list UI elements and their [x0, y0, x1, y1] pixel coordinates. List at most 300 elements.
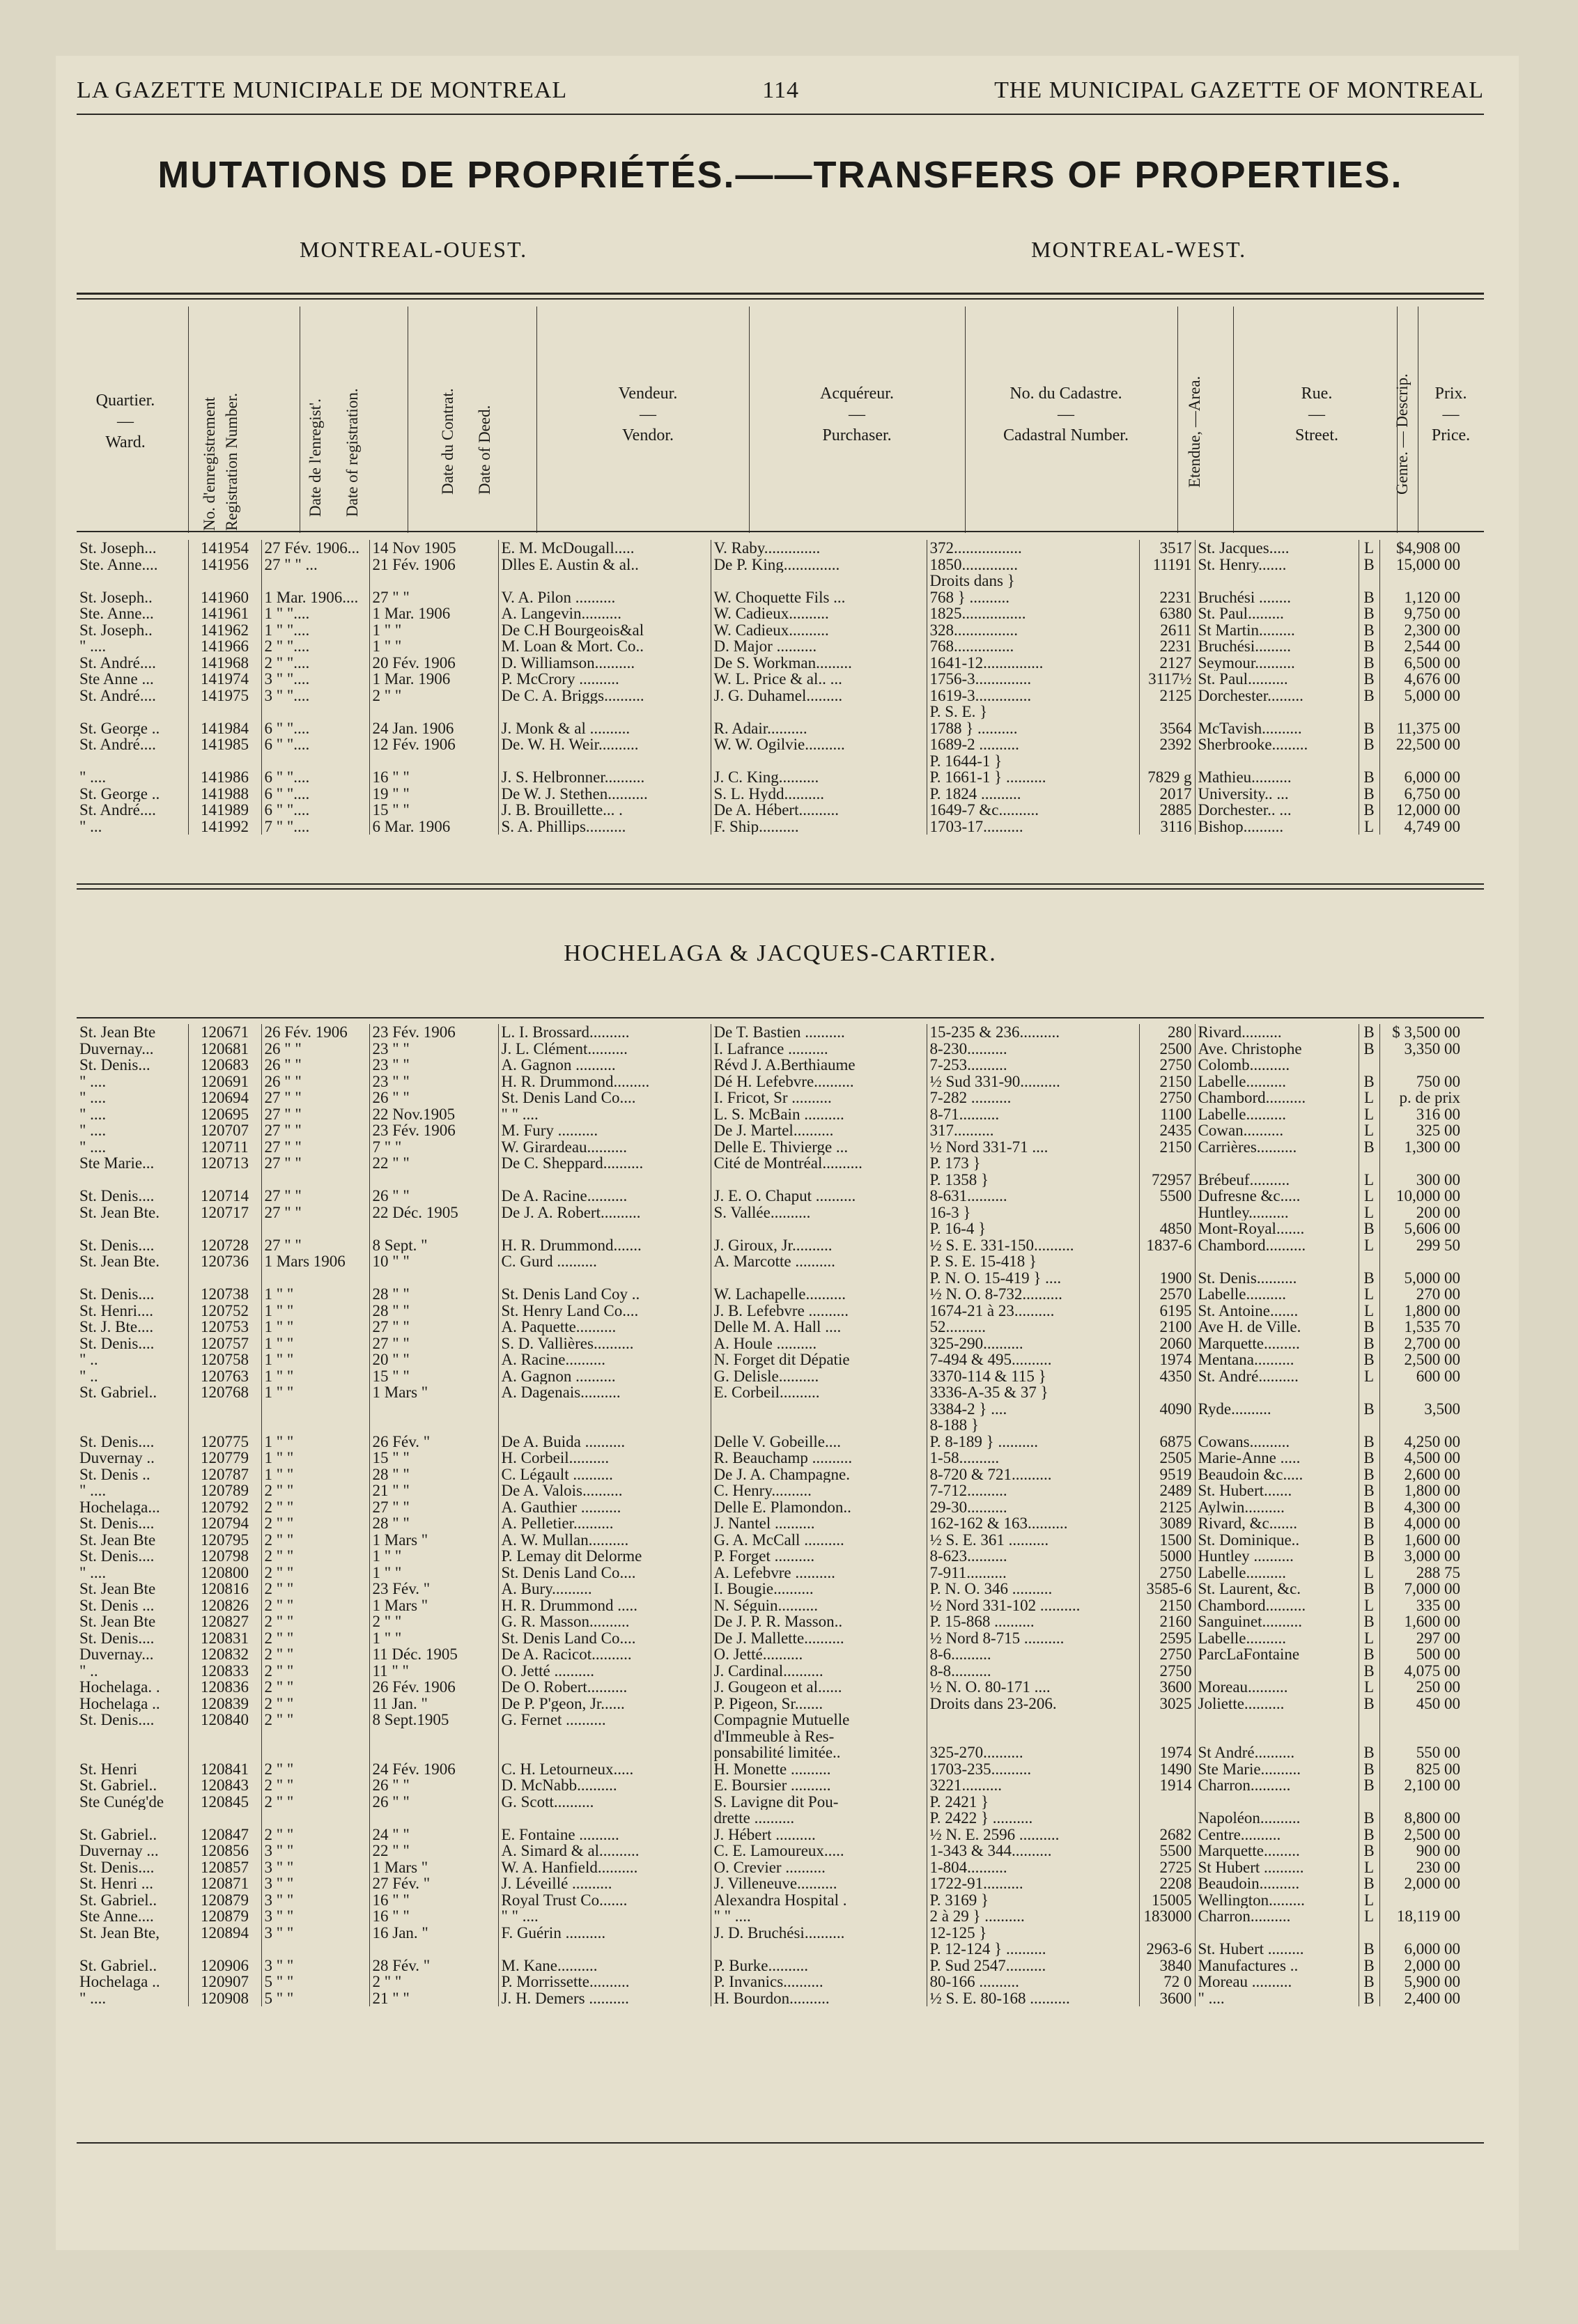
cell-cadastre: 1703-17.......... — [927, 819, 1139, 835]
cell-purchaser: Delle E. Thivierge ... — [711, 1139, 927, 1156]
table-row — [77, 688, 1463, 704]
cell-price — [1379, 1253, 1463, 1270]
cell-reg-no: 141992 — [188, 819, 261, 835]
table-row — [77, 1630, 1463, 1647]
cell-street: St. Paul......... — [1195, 605, 1359, 622]
cell-cadastre: ½ Nord 8-715 .......... — [927, 1630, 1139, 1647]
cell-street — [1195, 1663, 1359, 1680]
cell-reg-no: 120768 — [188, 1384, 261, 1401]
cell-contract-date — [369, 1221, 498, 1237]
cell-reg-no: 120794 — [188, 1515, 261, 1532]
cell-contract-date: 16 " " — [369, 1908, 498, 1925]
cell-price: 2,500 00 — [1379, 1827, 1463, 1843]
cell-price: 230 00 — [1379, 1859, 1463, 1876]
cell-genre: L — [1359, 1204, 1379, 1221]
cell-purchaser: De S. Workman......... — [711, 655, 927, 672]
table-row — [77, 655, 1463, 672]
cell-price: 4,500 00 — [1379, 1450, 1463, 1466]
cell-purchaser: J. Nantel .......... — [711, 1515, 927, 1532]
cell-vendor: " " .... — [498, 1106, 711, 1123]
cell-street: St. Henry....... — [1195, 557, 1359, 573]
cell-vendor: H. R. Drummond....... — [498, 1237, 711, 1254]
cell-cadastre: 8-71.......... — [927, 1106, 1139, 1123]
cell-cadastre: 8-188 } — [927, 1417, 1139, 1434]
cell-street: Brébeuf.......... — [1195, 1172, 1359, 1188]
cell-cadastre: 325-290.......... — [927, 1335, 1139, 1352]
cell-street — [1195, 573, 1359, 589]
cell-area: 7829 g — [1139, 769, 1195, 786]
cell-ward: " ... — [79, 818, 102, 835]
cell-reg-no: 120907 — [188, 1974, 261, 1990]
cell-contract-date: 28 " " — [369, 1286, 498, 1303]
cell-price: 4,300 00 — [1379, 1499, 1463, 1516]
cell-reg-no: 120763 — [188, 1368, 261, 1385]
cell-area: 2500 — [1139, 1041, 1195, 1058]
cell-ward: St. Jean Bte. — [79, 1204, 160, 1221]
table-row — [77, 1974, 1463, 1990]
cell-purchaser: " " .... — [711, 1908, 927, 1925]
cell-vendor: O. Jetté .......... — [498, 1663, 711, 1680]
cell-genre — [1359, 704, 1379, 720]
cell-street: Centre.......... — [1195, 1827, 1359, 1843]
cell-area: 72 0 — [1139, 1974, 1195, 1990]
cell-reg-no: 120816 — [188, 1581, 261, 1597]
cell-price: 2,500 00 — [1379, 1351, 1463, 1368]
cell-genre: B — [1359, 638, 1379, 655]
cell-reg-date: 27 " " — [261, 1139, 369, 1156]
cell-cadastre: P. 1824 .......... — [927, 786, 1139, 803]
cell-purchaser: ponsabilité limitée.. — [711, 1744, 927, 1761]
cell-reg-no: 120908 — [188, 1990, 261, 2007]
cell-reg-date: 2 " ".... — [261, 655, 369, 672]
cell-reg-date: 27 " " — [261, 1188, 369, 1204]
cell-ward: St. Gabriel.. — [79, 1777, 157, 1794]
cell-contract-date: 22 Déc. 1905 — [369, 1204, 498, 1221]
cell-cadastre: 7-494 & 495.......... — [927, 1351, 1139, 1368]
cell-reg-date: 26 " " — [261, 1057, 369, 1074]
cell-genre: B — [1359, 1646, 1379, 1663]
cell-vendor: J. Léveillé .......... — [498, 1875, 711, 1892]
cell-ward: St. Jean Bte — [79, 1581, 156, 1597]
cell-reg-no: 120841 — [188, 1761, 261, 1778]
header-ward: Quartier. — Ward. — [95, 392, 155, 451]
cell-reg-no: 120879 — [188, 1892, 261, 1909]
cell-vendor: St. Denis Land Co.... — [498, 1565, 711, 1581]
cell-genre: B — [1359, 671, 1379, 688]
cell-cadastre: 2 à 29 } .......... — [927, 1908, 1139, 1925]
cell-ward: St. Denis.... — [79, 1286, 155, 1303]
cell-cadastre: ½ S. E. 80-168 .......... — [927, 1990, 1139, 2007]
cell-street: Colomb.......... — [1195, 1057, 1359, 1074]
cell-vendor: De A. Buida .......... — [498, 1434, 711, 1450]
cell-ward — [77, 1810, 188, 1827]
cell-ward: Ste Cunég'de — [79, 1793, 164, 1810]
cell-reg-no — [188, 1728, 261, 1745]
cell-ward: " .... — [79, 1073, 107, 1090]
table-row — [77, 1925, 1463, 1942]
cell-price: 2,400 00 — [1379, 1990, 1463, 2007]
cell-cadastre: 8-623.......... — [927, 1548, 1139, 1565]
cell-cadastre: 15-235 & 236.......... — [927, 1024, 1139, 1041]
cell-purchaser: J. E. O. Chaput .......... — [711, 1188, 927, 1204]
table-row — [77, 1090, 1463, 1106]
cell-price: 10,000 00 — [1379, 1188, 1463, 1204]
cell-reg-date: 1 Mar. 1906.... — [261, 589, 369, 606]
cell-cadastre: P. N. O. 346 .......... — [927, 1581, 1139, 1597]
cell-purchaser: A. Houle .......... — [711, 1335, 927, 1352]
cell-area — [1139, 704, 1195, 720]
cell-price: 299 50 — [1379, 1237, 1463, 1254]
cell-ward — [77, 1401, 188, 1418]
cell-cadastre: P. 173 } — [927, 1155, 1139, 1172]
cell-purchaser: d'Immeuble à Res- — [711, 1728, 927, 1745]
cell-vendor: De A. Valois.......... — [498, 1482, 711, 1499]
cell-genre — [1359, 573, 1379, 589]
cell-cadastre: 8-6.......... — [927, 1646, 1139, 1663]
cell-reg-no: 141988 — [188, 786, 261, 803]
cell-reg-date: 1 " ".... — [261, 605, 369, 622]
cell-area: 3600 — [1139, 1679, 1195, 1696]
cell-street: Labelle.......... — [1195, 1565, 1359, 1581]
cell-street: Rivard, &c....... — [1195, 1515, 1359, 1532]
cell-vendor: L. I. Brossard.......... — [498, 1024, 711, 1041]
cell-genre: B — [1359, 1696, 1379, 1712]
cell-ward: St. Joseph... — [79, 540, 157, 557]
cell-reg-no: 120826 — [188, 1597, 261, 1614]
cell-contract-date: 2 " " — [369, 1974, 498, 1990]
cell-contract-date: 1 " " — [369, 1565, 498, 1581]
cell-reg-date: 2 " " — [261, 1548, 369, 1565]
cell-area: 280 — [1139, 1024, 1195, 1041]
cell-genre: B — [1359, 1843, 1379, 1859]
cell-purchaser: S. Lavigne dit Pou- — [711, 1794, 927, 1811]
cell-vendor: A. Dagenais.......... — [498, 1384, 711, 1401]
cell-purchaser: Compagnie Mutuelle — [711, 1712, 927, 1728]
table-row — [77, 1253, 1463, 1270]
cell-price: 550 00 — [1379, 1744, 1463, 1761]
cell-reg-no — [188, 1270, 261, 1287]
cell-reg-date — [261, 1172, 369, 1188]
cell-reg-date: 6 " ".... — [261, 802, 369, 819]
cell-purchaser: S. L. Hydd.......... — [711, 786, 927, 803]
cell-genre: B — [1359, 1450, 1379, 1466]
table-row — [77, 769, 1463, 786]
table-row — [77, 1532, 1463, 1549]
cell-purchaser — [711, 1417, 927, 1434]
cell-ward: " .... — [79, 1138, 107, 1155]
cell-reg-no: 141984 — [188, 720, 261, 737]
cell-purchaser: G. A. McCall .......... — [711, 1532, 927, 1549]
cell-ward: St. Joseph.. — [79, 621, 153, 638]
cell-contract-date: 23 " " — [369, 1074, 498, 1090]
cell-purchaser: J. Cardinal.......... — [711, 1663, 927, 1680]
cell-street: St. Hubert ......... — [1195, 1941, 1359, 1958]
cell-area: 2392 — [1139, 736, 1195, 753]
header-reg-date: Date de l'enregist'. — [307, 398, 324, 517]
cell-purchaser: A. Lefebvre .......... — [711, 1565, 927, 1581]
cell-reg-no: 120753 — [188, 1319, 261, 1335]
table-row — [77, 1794, 1463, 1811]
cell-street: Seymour.......... — [1195, 655, 1359, 672]
cell-area: 3564 — [1139, 720, 1195, 737]
cell-street: Cowan.......... — [1195, 1122, 1359, 1139]
cell-purchaser: N. Séguin.......... — [711, 1597, 927, 1614]
cell-reg-date — [261, 753, 369, 770]
cell-ward: St. André.... — [79, 736, 156, 753]
cell-street: Napoléon.......... — [1195, 1810, 1359, 1827]
cell-reg-no: 120736 — [188, 1253, 261, 1270]
cell-street: St. Dominique.. — [1195, 1532, 1359, 1549]
cell-reg-no: 120856 — [188, 1843, 261, 1859]
cell-vendor: P. McCrory .......... — [498, 671, 711, 688]
table-row — [77, 1663, 1463, 1680]
cell-vendor: G. Scott.......... — [498, 1794, 711, 1811]
cell-genre: B — [1359, 1466, 1379, 1483]
cell-purchaser: H. Monette .......... — [711, 1761, 927, 1778]
cell-genre: L — [1359, 1286, 1379, 1303]
cell-reg-date: 27 " " — [261, 1155, 369, 1172]
cell-area: 2963-6 — [1139, 1941, 1195, 1958]
cell-price: 6,750 00 — [1379, 786, 1463, 803]
cell-vendor: C. Gurd .......... — [498, 1253, 711, 1270]
cell-reg-no — [188, 1221, 261, 1237]
cell-price: 5,900 00 — [1379, 1974, 1463, 1990]
cell-genre: B — [1359, 1958, 1379, 1974]
cell-contract-date: 1 Mar. 1906 — [369, 671, 498, 688]
header-reg-no: No. d'enregistrement — [201, 397, 218, 531]
cell-street: Mont-Royal....... — [1195, 1221, 1359, 1237]
cell-ward: St. Gabriel.. — [79, 1826, 157, 1843]
cell-vendor: De W. J. Stethen.......... — [498, 786, 711, 803]
cell-purchaser — [711, 753, 927, 770]
cell-reg-no: 120738 — [188, 1286, 261, 1303]
cell-price: 2,544 00 — [1379, 638, 1463, 655]
cell-cadastre: 325-270.......... — [927, 1744, 1139, 1761]
cell-price — [1379, 573, 1463, 589]
cell-genre: B — [1359, 1810, 1379, 1827]
cell-contract-date: 1 Mars " — [369, 1859, 498, 1876]
cell-reg-date: 6 " ".... — [261, 786, 369, 803]
west-bottom-rule-2 — [77, 888, 1484, 890]
cell-genre — [1359, 1384, 1379, 1401]
cell-price — [1379, 1925, 1463, 1942]
cell-ward: St. Denis.... — [79, 1859, 155, 1875]
cell-area — [1139, 573, 1195, 589]
cell-vendor: A. Gagnon .......... — [498, 1057, 711, 1074]
cell-street: St André.......... — [1195, 1744, 1359, 1761]
cell-genre: L — [1359, 1122, 1379, 1139]
cell-area: 6380 — [1139, 605, 1195, 622]
cell-reg-date: 1 " " — [261, 1384, 369, 1401]
cell-purchaser: De T. Bastien .......... — [711, 1024, 927, 1041]
cell-price: 1,800 00 — [1379, 1303, 1463, 1319]
cell-genre — [1359, 1728, 1379, 1745]
cell-price: 288 75 — [1379, 1565, 1463, 1581]
cell-street: Cowans.......... — [1195, 1434, 1359, 1450]
cell-cadastre: 1850.............. — [927, 557, 1139, 573]
cell-vendor: De A. Racine.......... — [498, 1188, 711, 1204]
cell-purchaser: P. Pigeon, Sr....... — [711, 1696, 927, 1712]
cell-reg-no: 120787 — [188, 1466, 261, 1483]
cell-price: 5,606 00 — [1379, 1221, 1463, 1237]
cell-vendor: W. Girardeau.......... — [498, 1139, 711, 1156]
cell-reg-no — [188, 1417, 261, 1434]
divider — [749, 307, 750, 533]
cell-reg-no: 120843 — [188, 1777, 261, 1794]
cell-street: Wellington......... — [1195, 1892, 1359, 1909]
cell-purchaser: J. Villeneuve.......... — [711, 1875, 927, 1892]
cell-purchaser: De P. King.............. — [711, 557, 927, 573]
cell-purchaser: J. D. Bruchési.......... — [711, 1925, 927, 1942]
cell-reg-date: 6 " ".... — [261, 720, 369, 737]
cell-vendor: A. Gauthier .......... — [498, 1499, 711, 1516]
cell-contract-date: 22 Nov.1905 — [369, 1106, 498, 1123]
cell-area: 2595 — [1139, 1630, 1195, 1647]
cell-cadastre: P. Sud 2547.......... — [927, 1958, 1139, 1974]
cell-cadastre: P. 2421 } — [927, 1794, 1139, 1811]
cell-area: 1974 — [1139, 1351, 1195, 1368]
cell-reg-date: 26 Fév. 1906 — [261, 1024, 369, 1041]
cell-purchaser: Dé H. Lefebvre.......... — [711, 1074, 927, 1090]
table-row — [77, 540, 1463, 557]
cell-contract-date: 1 Mars " — [369, 1384, 498, 1401]
cell-purchaser: Delle M. A. Hall .... — [711, 1319, 927, 1335]
cell-vendor: W. A. Hanfield.......... — [498, 1859, 711, 1876]
cell-reg-no: 141975 — [188, 688, 261, 704]
table-row — [77, 1384, 1463, 1401]
cell-contract-date: 6 Mar. 1906 — [369, 819, 498, 835]
cell-genre: B — [1359, 1990, 1379, 2007]
cell-ward: Hochelaga .. — [79, 1695, 160, 1712]
table-row — [77, 1303, 1463, 1319]
cell-contract-date: 19 " " — [369, 786, 498, 803]
cell-vendor — [498, 573, 711, 589]
cell-reg-no: 141974 — [188, 671, 261, 688]
cell-price — [1379, 1155, 1463, 1172]
cell-cadastre: 1825................ — [927, 605, 1139, 622]
cell-reg-date: 27 " " — [261, 1106, 369, 1123]
cell-area — [1139, 1253, 1195, 1270]
cell-reg-date: 3 " " — [261, 1892, 369, 1909]
table-row — [77, 1466, 1463, 1483]
cell-ward: " .... — [79, 1122, 107, 1139]
cell-reg-no: 120832 — [188, 1646, 261, 1663]
cell-purchaser: J. Giroux, Jr.......... — [711, 1237, 927, 1254]
cell-price: 18,119 00 — [1379, 1908, 1463, 1925]
cell-cadastre: 1756-3.............. — [927, 671, 1139, 688]
cell-price: 316 00 — [1379, 1106, 1463, 1123]
cell-street — [1195, 1728, 1359, 1745]
cell-ward: St. Denis... — [79, 1057, 150, 1074]
hoch-top-rule — [77, 1017, 1484, 1018]
cell-purchaser: De J. Martel.......... — [711, 1122, 927, 1139]
cell-ward: Ste Anne ... — [79, 671, 154, 688]
cell-reg-date: 27 " " ... — [261, 557, 369, 573]
cell-vendor — [498, 753, 711, 770]
cell-vendor: C. Légault .......... — [498, 1466, 711, 1483]
cell-street: Joliette.......... — [1195, 1696, 1359, 1712]
cell-ward: St. Henri ... — [79, 1875, 154, 1892]
cell-reg-date: 3 " ".... — [261, 688, 369, 704]
cell-vendor: H. R. Drummond......... — [498, 1074, 711, 1090]
cell-cadastre: 3221.......... — [927, 1777, 1139, 1794]
cell-ward: St. Jean Bte. — [79, 1253, 160, 1270]
cell-vendor: De J. A. Robert.......... — [498, 1204, 711, 1221]
cell-reg-no: 120758 — [188, 1351, 261, 1368]
cell-reg-date: 2 " " — [261, 1482, 369, 1499]
cell-contract-date — [369, 1941, 498, 1958]
cell-vendor — [498, 1744, 711, 1761]
divider — [536, 307, 537, 533]
cell-cadastre: 1674-21 à 23.......... — [927, 1303, 1139, 1319]
cell-reg-date: 27 " " — [261, 1122, 369, 1139]
cell-ward: Hochelaga. . — [79, 1679, 160, 1696]
cell-area — [1139, 1794, 1195, 1811]
cell-reg-date — [261, 1744, 369, 1761]
cell-contract-date: 27 " " — [369, 1319, 498, 1335]
cell-price: 1,800 00 — [1379, 1482, 1463, 1499]
cell-street — [1195, 1712, 1359, 1728]
cell-genre: B — [1359, 1827, 1379, 1843]
cell-genre: B — [1359, 1761, 1379, 1778]
cell-price: 6,000 00 — [1379, 769, 1463, 786]
cell-price: 3,500 — [1379, 1401, 1463, 1418]
cell-contract-date: 11 " " — [369, 1663, 498, 1680]
cell-vendor: P. Morrissette.......... — [498, 1974, 711, 1990]
cell-genre: B — [1359, 1482, 1379, 1499]
cell-cadastre: 768 } .......... — [927, 589, 1139, 606]
cell-cadastre: 372................. — [927, 540, 1139, 557]
cell-price: 1,300 00 — [1379, 1139, 1463, 1156]
cell-street: Charron.......... — [1195, 1908, 1359, 1925]
table-row — [77, 1482, 1463, 1499]
cell-reg-no — [188, 753, 261, 770]
cell-price — [1379, 1417, 1463, 1434]
cell-genre: B — [1359, 1024, 1379, 1041]
table-row — [77, 1581, 1463, 1597]
cell-ward: " .... — [79, 1990, 107, 2006]
cell-contract-date: 23 " " — [369, 1057, 498, 1074]
cell-vendor: M. Kane.......... — [498, 1958, 711, 1974]
divider — [1233, 307, 1234, 533]
cell-cadastre: 1641-12............... — [927, 655, 1139, 672]
cell-street: St. Laurent, &c. — [1195, 1581, 1359, 1597]
cell-ward: Duvernay... — [79, 1040, 154, 1057]
cell-reg-date: 27 " " — [261, 1204, 369, 1221]
cell-street: St. Jacques..... — [1195, 540, 1359, 557]
cell-vendor: A. W. Mullan.......... — [498, 1532, 711, 1549]
cell-street: Beaudoin.......... — [1195, 1875, 1359, 1892]
cell-ward: Ste Anne.... — [79, 1908, 154, 1925]
cell-price — [1379, 1892, 1463, 1909]
cell-genre: L — [1359, 1188, 1379, 1204]
divider — [188, 307, 189, 533]
cell-vendor: A. Langevin.......... — [498, 605, 711, 622]
cell-ward: St. André.... — [79, 687, 156, 704]
cell-cadastre: 80-166 .......... — [927, 1974, 1139, 1990]
table-row — [77, 1761, 1463, 1778]
table-row — [77, 605, 1463, 622]
cell-contract-date — [369, 1810, 498, 1827]
cell-genre: B — [1359, 605, 1379, 622]
table-row — [77, 1155, 1463, 1172]
cell-genre: B — [1359, 1351, 1379, 1368]
cell-reg-date: 1 " ".... — [261, 622, 369, 639]
cell-ward: Hochelaga .. — [79, 1974, 160, 1990]
cell-reg-date: 2 " " — [261, 1597, 369, 1614]
table-row — [77, 589, 1463, 606]
cell-area: 1914 — [1139, 1777, 1195, 1794]
